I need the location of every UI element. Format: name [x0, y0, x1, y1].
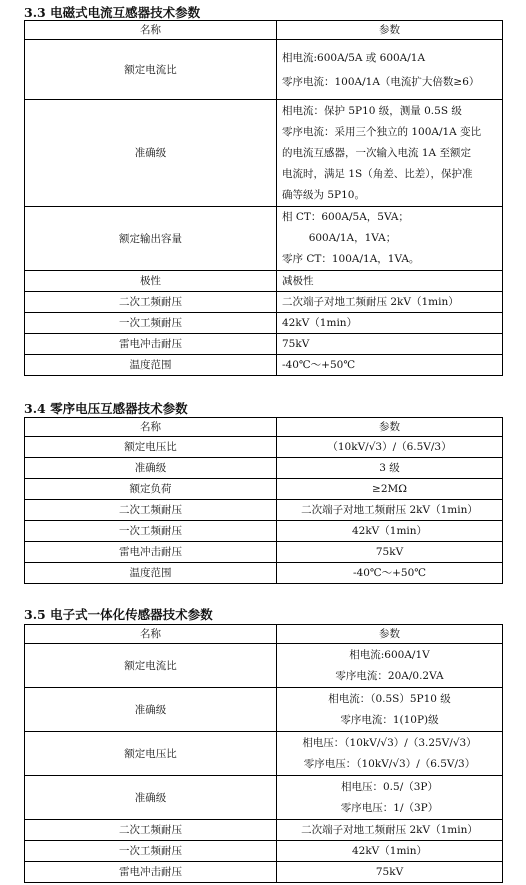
- row-value: -40℃～+50℃: [277, 355, 503, 376]
- row-value: 相电流:600A/1V 零序电流：20A/0.2VA: [277, 644, 503, 688]
- row-name: 准确级: [25, 688, 277, 732]
- row-value: 相电压：（10kV/√3）/（3.25V/√3） 零序电压：（10kV/√3）/（6.5V/3）: [277, 732, 503, 776]
- header-name: 名称: [25, 625, 277, 644]
- row-value: 相电流：（0.5S）5P10 级 零序电流：1(10P)级: [277, 688, 503, 732]
- header-param: 参数: [277, 418, 503, 437]
- row-value: 75kV: [277, 334, 503, 355]
- row-name: 准确级: [25, 458, 277, 479]
- row-name: 极性: [25, 271, 277, 292]
- row-value: 42kV（1min）: [277, 841, 503, 862]
- row-name: 二次工频耐压: [25, 292, 277, 313]
- section-title-3-4: 3.4 零序电压互感器技术参数: [24, 401, 188, 416]
- row-name: 额定输出容量: [25, 207, 277, 271]
- header-param: 参数: [277, 625, 503, 644]
- row-value: 42kV（1min）: [277, 313, 503, 334]
- section-title-3-3: 3.3 电磁式电流互感器技术参数: [24, 5, 201, 20]
- row-name: 温度范围: [25, 355, 277, 376]
- sensor-params-table: [24, 624, 503, 883]
- row-value: 42kV（1min）: [277, 521, 503, 542]
- row-name: 准确级: [25, 776, 277, 820]
- row-value: 75kV: [277, 862, 503, 883]
- row-value: ≥2MΩ: [277, 479, 503, 500]
- row-value: 相电压：0.5/（3P） 零序电压：1/（3P）: [277, 776, 503, 820]
- row-name: 一次工频耐压: [25, 313, 277, 334]
- row-name: 额定电压比: [25, 437, 277, 458]
- row-value: 75kV: [277, 542, 503, 563]
- section-title-3-5: 3.5 电子式一体化传感器技术参数: [24, 607, 213, 622]
- row-value: 减极性: [277, 271, 503, 292]
- row-value: （10kV/√3）/（6.5V/3）: [277, 437, 503, 458]
- row-value: 二次端子对地工频耐压 2kV（1min）: [277, 292, 503, 313]
- row-name: 额定负荷: [25, 479, 277, 500]
- row-name: 二次工频耐压: [25, 820, 277, 841]
- row-name: 雷电冲击耐压: [25, 334, 277, 355]
- row-value: 3 级: [277, 458, 503, 479]
- vt-params-table: [24, 417, 503, 584]
- row-name: 额定电压比: [25, 732, 277, 776]
- row-value: 二次端子对地工频耐压 2kV（1min）: [277, 820, 503, 841]
- header-name: 名称: [25, 418, 277, 437]
- row-name: 额定电流比: [25, 40, 277, 100]
- row-value: 相电流：保护 5P10 级，测量 0.5S 级 零序电流：采用三个独立的 100A/1A 变比 的电流互感器，一次输入电流 1A 至额定 电流时，满足 1S（角差、比差），保护准 确等级为 5P10。: [277, 100, 503, 207]
- row-name: 一次工频耐压: [25, 521, 277, 542]
- row-value: 相 CT：600A/5A，5VA； 600A/1A，1VA； 零序 CT：100A/1A，1VA。: [277, 207, 503, 271]
- row-name: 准确级: [25, 100, 277, 207]
- row-name: 额定电流比: [25, 644, 277, 688]
- row-name: 温度范围: [25, 563, 277, 584]
- header-name: 名称: [25, 21, 277, 40]
- row-name: 雷电冲击耐压: [25, 862, 277, 883]
- header-param: 参数: [277, 21, 503, 40]
- row-value: -40℃～+50℃: [277, 563, 503, 584]
- ct-params-table: [24, 20, 503, 376]
- row-value: 相电流:600A/5A 或 600A/1A 零序电流：100A/1A（电流扩大倍数≥6）: [277, 40, 503, 100]
- row-name: 雷电冲击耐压: [25, 542, 277, 563]
- row-value: 二次端子对地工频耐压 2kV（1min）: [277, 500, 503, 521]
- row-name: 二次工频耐压: [25, 500, 277, 521]
- row-name: 一次工频耐压: [25, 841, 277, 862]
